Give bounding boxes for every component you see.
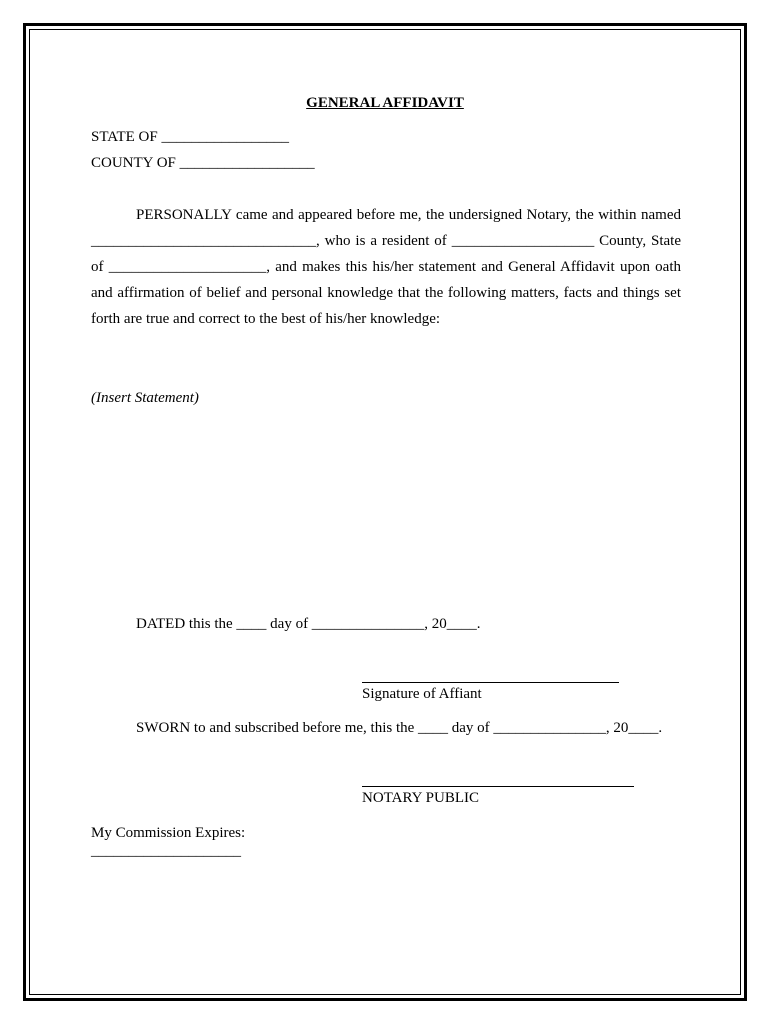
commission-blank: ____________________ — [91, 843, 241, 859]
state-line: STATE OF _________________ — [91, 129, 289, 145]
sworn-line: SWORN to and subscribed before me, this the ____ day of _______________, 20____. — [136, 720, 663, 736]
dated-line: DATED this the ____ day of _______________, 20____. — [136, 616, 481, 632]
affiant-signature-label: Signature of Affiant — [362, 686, 482, 702]
notary-signature-line — [362, 786, 634, 787]
affiant-signature-line — [362, 682, 619, 683]
insert-statement: (Insert Statement) — [91, 390, 199, 406]
body-paragraph — [91, 202, 681, 332]
body-paragraph-text: PERSONALLY came and appeared before me, the undersigned Notary, the within named ______________________________, who is a resident of ___________________ County, State of _____________________, and makes this his/her statement and General Affidavit upon oath and affirmation of belief and personal knowledge that the following matters, facts and things set forth are true and correct to the best of his/her knowledge: — [91, 207, 681, 327]
commission-label: My Commission Expires: — [91, 825, 246, 841]
document-title: GENERAL AFFIDAVIT — [306, 95, 464, 111]
notary-label: NOTARY PUBLIC — [362, 790, 480, 806]
county-line: COUNTY OF __________________ — [91, 155, 315, 171]
